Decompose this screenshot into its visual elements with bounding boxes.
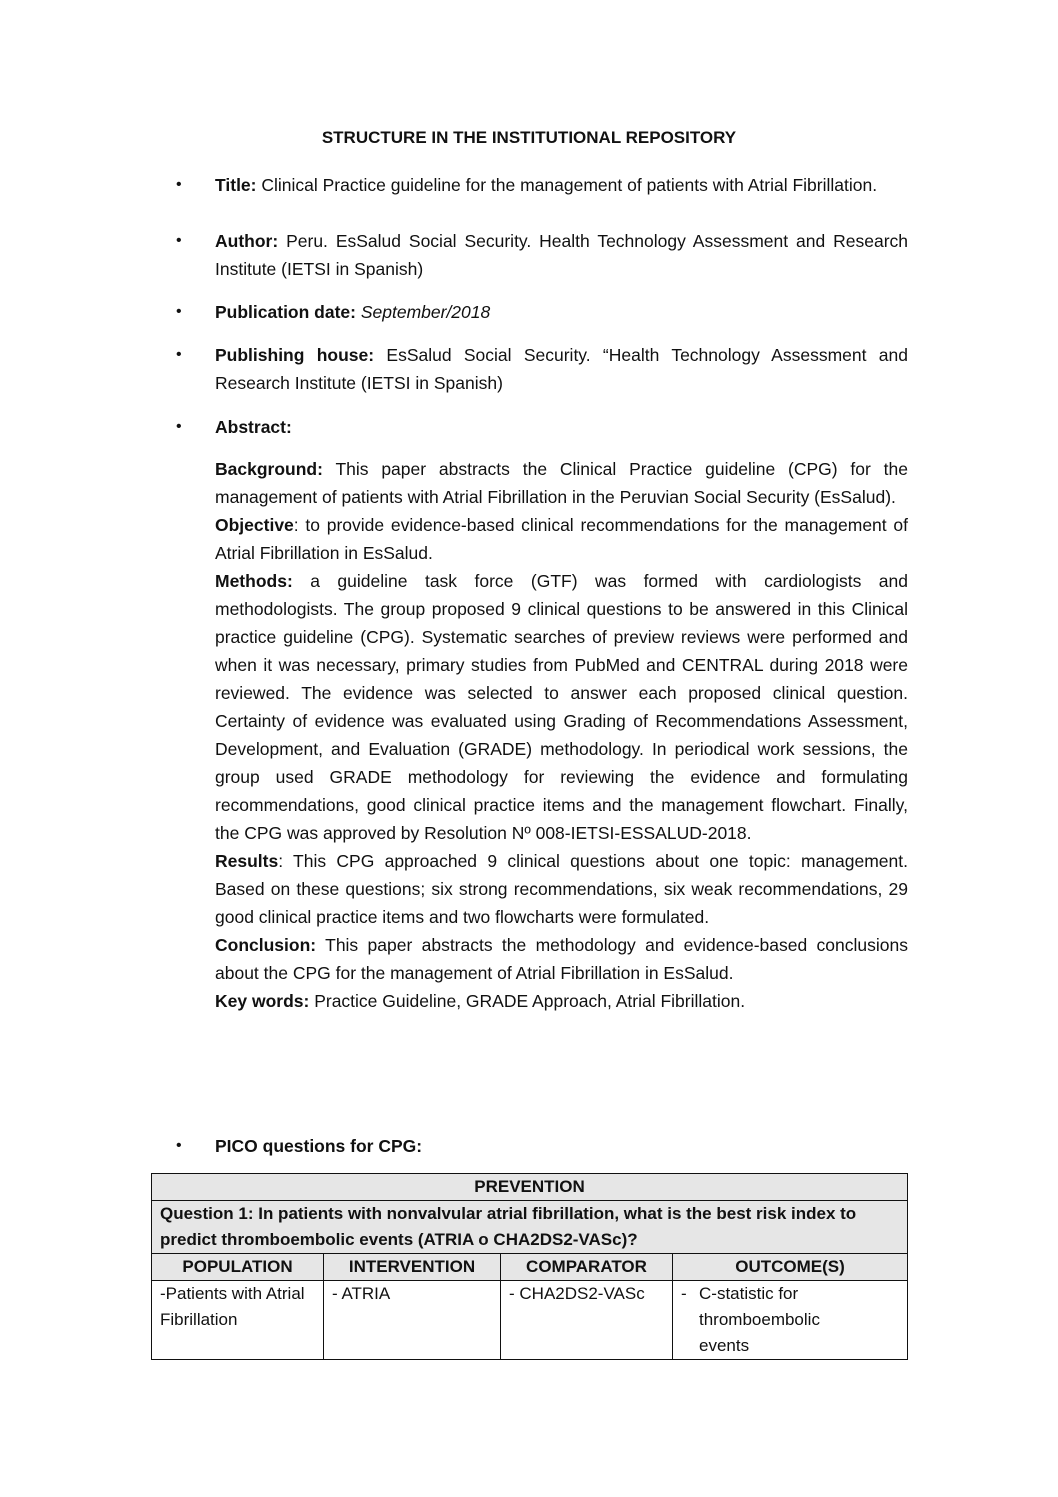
- table-header-row: [152, 1254, 908, 1281]
- keywords-label: Key words:: [215, 991, 310, 1011]
- objective-paragraph: [215, 511, 908, 567]
- publishing-house-item: [176, 341, 908, 397]
- intervention-cell: - ATRIA: [324, 1281, 501, 1360]
- bullet: •: [176, 418, 182, 435]
- bullet: •: [176, 176, 182, 193]
- title-item: [176, 171, 908, 199]
- abstract-body: [215, 455, 908, 1015]
- title-label: Title:: [215, 175, 257, 195]
- methods-label: Methods:: [215, 571, 293, 591]
- conclusion-text: This paper abstracts the methodology and evidence-based conclusions about the CPG for the management of Atrial Fibrillation in EsSalud.: [215, 935, 908, 983]
- background-paragraph: [215, 455, 908, 511]
- table-section-row: [152, 1174, 908, 1201]
- publishing-house-label: Publishing house:: [215, 345, 375, 365]
- outcome-text: C-statistic for thromboembolic events: [699, 1284, 820, 1355]
- conclusion-label: Conclusion:: [215, 935, 317, 955]
- title-value: Clinical Practice guideline for the management of patients with Atrial Fibrillation.: [256, 175, 878, 195]
- methods-text: a guideline task force (GTF) was formed with cardiologists and methodologists. The group proposed 9 clinical questions to be answered in this Clinical practice guideline (CPG). Systematic searches of preview reviews were performed and when it was necessary, primary studies from PubMed and CENTRAL during 2018 were reviewed. The evidence was selected to answer each proposed clinical question. Certainty of evidence was evaluated using Grading of Recommendations Assessment, Development, and Evaluation (GRADE) methodology. In periodical work sessions, the group used GRADE methodology for reviewing the evidence and formulating recommendations, good clinical practice items and the management flowchart. Finally, the CPG was approved by Resolution Nº 008-IETSI-ESSALUD-2018.: [215, 571, 908, 843]
- abstract-label: Abstract:: [215, 417, 292, 437]
- conclusion-paragraph: [215, 931, 908, 987]
- table-row: [152, 1281, 908, 1360]
- comparator-cell: - CHA2DS2-VASc: [501, 1281, 673, 1360]
- pico-item: [176, 1132, 908, 1160]
- population-cell: -Patients with Atrial Fibrillation: [152, 1281, 324, 1360]
- outcome-dash: -: [681, 1284, 687, 1303]
- background-text: This paper abstracts the Clinical Practice guideline (CPG) for the management of patients with Atrial Fibrillation in the Peruvian Social Security (EsSalud).: [215, 459, 908, 507]
- header-population: POPULATION: [152, 1254, 324, 1281]
- keywords-paragraph: [215, 987, 908, 1015]
- page-title: STRUCTURE IN THE INSTITUTIONAL REPOSITORY: [321, 128, 737, 147]
- publishing-house-value: EsSalud Social Security. “Health Technology Assessment and Research Institute (IETSI in Spanish): [215, 345, 908, 393]
- publication-date-label: Publication date:: [215, 302, 356, 322]
- keywords-text: Practice Guideline, GRADE Approach, Atrial Fibrillation.: [309, 991, 746, 1011]
- publication-date-item: [176, 298, 908, 326]
- results-label: Results: [215, 851, 279, 871]
- header-outcome: OUTCOME(S): [673, 1254, 908, 1281]
- pico-table: [151, 1173, 908, 1360]
- author-item: [176, 227, 908, 283]
- author-label: Author:: [215, 231, 279, 251]
- results-paragraph: [215, 847, 908, 931]
- pico-label: PICO questions for CPG:: [215, 1136, 423, 1156]
- author-value: Peru. EsSalud Social Security. Health Technology Assessment and Research Institute (IETSI in Spanish): [215, 231, 908, 279]
- question-cell: Question 1: In patients with nonvalvular atrial fibrillation, what is the best risk index to predict thromboembolic events (ATRIA o CHA2DS2-VASc)?: [152, 1201, 908, 1254]
- methods-paragraph: [215, 567, 908, 847]
- bullet: •: [176, 1137, 182, 1154]
- header-intervention: INTERVENTION: [324, 1254, 501, 1281]
- abstract-item: [176, 413, 908, 441]
- objective-label: Objective: [215, 515, 294, 535]
- objective-text: : to provide evidence-based clinical recommendations for the management of Atrial Fibrillation in EsSalud.: [215, 515, 908, 563]
- section-cell: PREVENTION: [152, 1174, 908, 1201]
- results-text: : This CPG approached 9 clinical questions about one topic: management. Based on these questions; six strong recommendations, six weak recommendations, 29 good clinical practice items and two flowcharts were formulated.: [215, 851, 908, 927]
- publication-date-value: September/2018: [355, 302, 491, 322]
- bullet: •: [176, 303, 182, 320]
- outcome-cell: [673, 1281, 908, 1360]
- bullet: •: [176, 346, 182, 363]
- bullet: •: [176, 232, 182, 249]
- background-label: Background:: [215, 459, 323, 479]
- table-question-row: [152, 1201, 908, 1254]
- header-comparator: COMPARATOR: [501, 1254, 673, 1281]
